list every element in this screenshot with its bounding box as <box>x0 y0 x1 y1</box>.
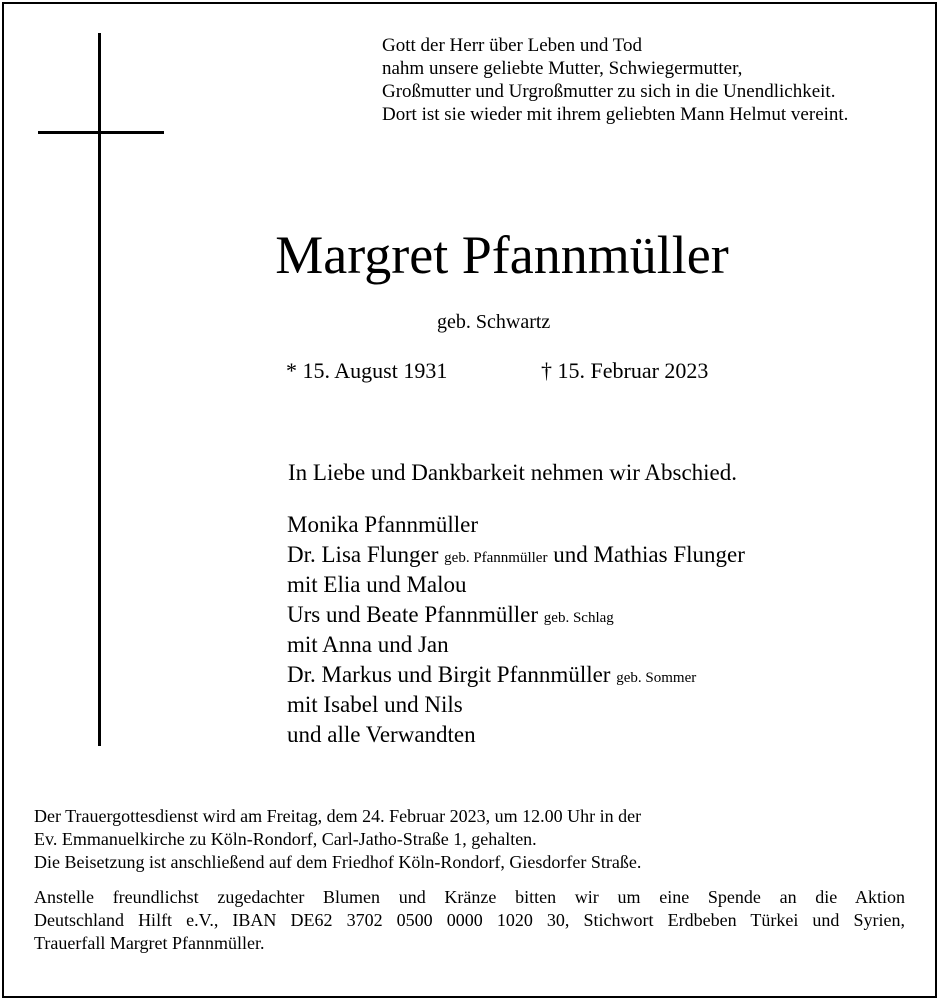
cross-vertical-bar <box>98 33 101 746</box>
mourner-name: Urs und Beate Pfannmüller <box>287 602 539 627</box>
mourner-name: Dr. Lisa Flunger <box>287 542 439 567</box>
mourner-line <box>287 660 745 690</box>
verse-line: Großmutter und Urgroßmutter zu sich in die Unendlichkeit. <box>382 81 836 102</box>
verse-line: Dort ist sie wieder mit ihrem geliebten Mann Helmut vereint. <box>382 104 849 125</box>
verse-line: nahm unsere geliebte Mutter, Schwiegermutter, <box>382 58 743 79</box>
mourner-maiden-note: geb. Sommer <box>616 670 697 686</box>
cross-horizontal-bar <box>38 131 164 134</box>
donation-info <box>34 886 905 955</box>
mourner-name: mit Elia und Malou <box>287 572 467 597</box>
mourner-name-continued: und Mathias Flunger <box>553 542 745 567</box>
donation-line: Trauerfall Margret Pfannmüller. <box>34 933 265 953</box>
mourner-maiden-note: geb. Schlag <box>543 610 614 626</box>
maiden-name: geb. Schwartz <box>437 311 551 333</box>
mourner-line <box>287 570 745 600</box>
birth-date: * 15. August 1931 <box>286 358 448 383</box>
service-line: Die Beisetzung ist anschließend auf dem Friedhof Köln-Rondorf, Giesdorfer Straße. <box>34 852 642 872</box>
mourners-list <box>287 510 745 750</box>
verse-line: Gott der Herr über Leben und Tod <box>382 35 643 56</box>
donation-line: Deutschland Hilft e.V., IBAN DE62 3702 0500 0000 1020 30, Stichwort Erdbeben Türkei und Syrien, <box>34 910 905 930</box>
mourner-name: Dr. Markus und Birgit Pfannmüller <box>287 662 611 687</box>
mourner-line <box>287 630 745 660</box>
verse-block <box>382 34 848 126</box>
mourner-line <box>287 540 745 570</box>
farewell-line: In Liebe und Dankbarkeit nehmen wir Abschied. <box>288 460 738 485</box>
donation-line: Anstelle freundlichst zugedachter Blumen und Kränze bitten wir um eine Spende an die Aktion <box>34 887 905 907</box>
death-date: † 15. Februar 2023 <box>541 358 709 383</box>
deceased-name: Margret Pfannmüller <box>275 225 729 285</box>
mourner-line <box>287 690 745 720</box>
mourner-name: mit Isabel und Nils <box>287 692 463 717</box>
mourner-name: und alle Verwandten <box>287 722 476 747</box>
service-line: Der Trauergottesdienst wird am Freitag, dem 24. Februar 2023, um 12.00 Uhr in der <box>34 806 642 826</box>
mourner-line <box>287 720 745 750</box>
service-info <box>34 805 641 874</box>
mourner-line <box>287 600 745 630</box>
service-line: Ev. Emmanuelkirche zu Köln-Rondorf, Carl-Jatho-Straße 1, gehalten. <box>34 829 537 849</box>
mourner-maiden-note: geb. Pfannmüller <box>444 550 548 566</box>
mourner-line <box>287 510 745 540</box>
mourner-name: Monika Pfannmüller <box>287 512 478 537</box>
mourner-name: mit Anna und Jan <box>287 632 449 657</box>
